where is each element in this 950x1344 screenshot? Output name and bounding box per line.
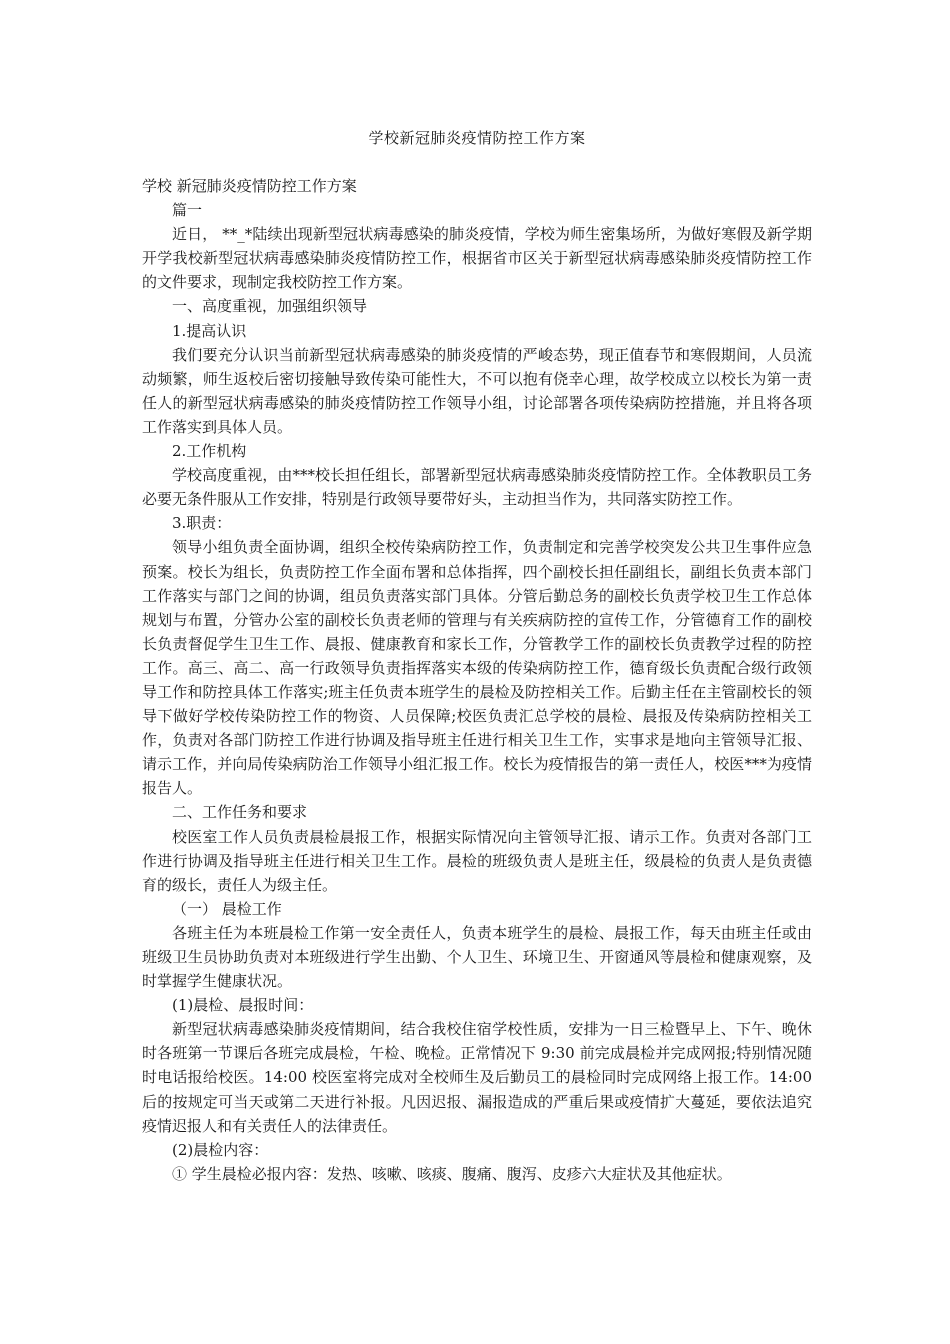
paragraph-check-time: 新型冠状病毒感染肺炎疫情期间，结合我校住宿学校性质，安排为一日三检暨早上、下午、晚休时各班第一节课后各班完成晨检，午检、晚检。正常情况下 9:30 前完成晨检并完成网报;特别情况随时电话报给校医。14:00 校医室将完成对全校师生及后勤员工的晨检同时完成网络上报工作。14:00 后的按规定可当天或第二天进行补报。凡因迟报、漏报造成的严重后果或疫情扩大蔓延，要依法追究疫情迟报人和有关责任人的法律责任。 bbox=[142, 1020, 812, 1135]
subheading-2-1: （一） 晨检工作 bbox=[172, 899, 282, 918]
subheading-1-3: 3.职责： bbox=[172, 514, 232, 533]
subheading-1-2: 2.工作机构 bbox=[172, 442, 247, 461]
document-subtitle: 学校 新冠肺炎疫情防控工作方案 bbox=[142, 177, 357, 195]
paragraph-clinic: 校医室工作人员负责晨检晨报工作，根据实际情况向主管领导汇报、请示工作。负责对各部门工作进行协调及指导班主任进行相关卫生工作。晨检的班级负责人是班主任，级晨检的负责人是负责德育的级长，责任人为级主任。 bbox=[142, 827, 812, 894]
document-body bbox=[142, 174, 812, 1186]
paragraph-duties: 领导小组负责全面协调，组织全校传染病防控工作，负责制定和完善学校突发公共卫生事件应急预案。校长为组长，负责防控工作全面布署和总体指挥，四个副校长担任副组长，副组长负责本部门工作落实与部门之间的协调，组员负责落实部门具体。分管后勤总务的副校长负责学校卫生工作总体规划与布置，分管办公室的副校长负责老师的管理与有关疾病防控的宣传工作，分管德育工作的副校长负责督促学生卫生工作、晨报、健康教育和家长工作，分管教学工作的副校长负责教学过程的防控工作。高三、高二、高一行政领导负责指挥落实本级的传染病防控工作，德育级长负责配合级行政领导工作和防控具体工作落实;班主任负责本班学生的晨检及防控相关工作。后勤主任在主管副校长的领导下做好学校传染防控工作的物资、人员保障;校医负责汇总学校的晨检、晨报及传染病防控相关工作，负责对各部门防控工作进行协调及指导班主任进行相关卫生工作，实事求是地向主管领导汇报、请示工作，并向局传染病防治工作领导小组汇报工作。校长为疫情报告的第一责任人，校医***为疫情报告人。 bbox=[142, 538, 812, 798]
document-title: 学校新冠肺炎疫情防控工作方案 bbox=[368, 129, 586, 147]
subheading-check-time: (1)晨检、晨报时间： bbox=[172, 996, 314, 1015]
paragraph-awareness: 我们要充分认识当前新型冠状病毒感染的肺炎疫情的严峻态势，现正值春节和寒假期间，人员流动频繁，师生返校后密切接触导致传染可能性大，不可以抱有侥幸心理，故学校成立以校长为第一责任人的新型冠状病毒感染的肺炎疫情防控工作领导小组，讨论部署各项传染病防控措施，并且将各项工作落实到具体人员。 bbox=[142, 345, 812, 436]
subheading-check-content: (2)晨检内容： bbox=[172, 1140, 269, 1159]
section-heading-2: 二、工作任务和要求 bbox=[172, 803, 308, 822]
section-heading-1: 一、高度重视，加强组织领导 bbox=[172, 297, 368, 316]
paragraph-intro: 近日， **_*陆续出现新型冠状病毒感染的肺炎疫情，学校为师生密集场所，为做好寒假及新学期开学我校新型冠状病毒感染肺炎疫情防控工作，根据省市区关于新型冠状病毒感染肺炎疫情防控工作的文件要求，现制定我校防控工作方案。 bbox=[142, 225, 812, 292]
paragraph-morning-check: 各班主任为本班晨检工作第一安全责任人，负责本班学生的晨检、晨报工作，每天由班主任或由班级卫生员协助负责对本班级进行学生出勤、个人卫生、环境卫生、开窗通风等晨检和健康观察，及时掌握学生健康状况。 bbox=[142, 923, 812, 991]
subheading-1-1: 1.提高认识 bbox=[172, 321, 247, 340]
paragraph-check-content: ① 学生晨检必报内容：发热、咳嗽、咳痰、腹痛、腹泻、皮疹六大症状及其他症状。 bbox=[172, 1164, 732, 1183]
paragraph-organization: 学校高度重视，由***校长担任组长，部署新型冠状病毒感染肺炎疫情防控工作。全体教职员工务必要无条件服从工作安排，特别是行政领导要带好头，主动担当作为，共同落实防控工作。 bbox=[142, 466, 812, 509]
part-label: 篇一 bbox=[172, 201, 203, 220]
